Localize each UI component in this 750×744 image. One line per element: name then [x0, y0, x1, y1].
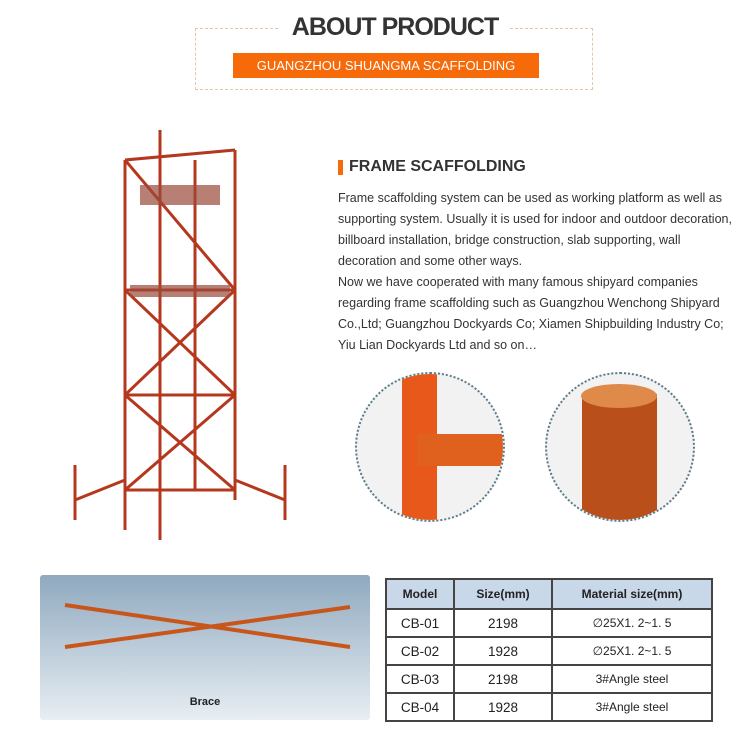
table-row [386, 637, 712, 665]
cell-size: 2198 [454, 609, 552, 637]
header-model: Model [386, 579, 454, 609]
cell-model: CB-01 [386, 609, 454, 637]
cell-material: 3#Angle steel [552, 693, 712, 721]
weld-joint-closeup-image [355, 372, 505, 522]
description [338, 188, 738, 356]
header-material: Material size(mm) [552, 579, 712, 609]
cell-material: ∅25X1. 2~1. 5 [552, 637, 712, 665]
brace-caption: Brace [189, 696, 221, 708]
brace-image [40, 575, 370, 720]
scaffold-tower-image [65, 120, 295, 550]
description-paragraph-2: Now we have cooperated with many famous shipyard companies regarding frame scaffolding such as Guangzhou Wenchong Shipyard Co.,Ltd; Guangzhou Dockyards Co; Xiamen Shipbuilding Industry Co; Yiu Lian Dockyards Ltd and so on… [338, 275, 724, 352]
section-title: FRAME SCAFFOLDING [349, 158, 526, 175]
table-row [386, 693, 712, 721]
section-heading [338, 158, 526, 176]
table-row [386, 665, 712, 693]
page-title: ABOUT PRODUCT [280, 12, 510, 42]
table-row [386, 609, 712, 637]
table-header-row [386, 579, 712, 609]
heading-bar-icon [338, 160, 343, 175]
cell-size: 1928 [454, 693, 552, 721]
cell-model: CB-04 [386, 693, 454, 721]
spec-table [385, 578, 713, 722]
tube-section-closeup-image [545, 372, 695, 522]
cell-material: 3#Angle steel [552, 665, 712, 693]
cell-model: CB-02 [386, 637, 454, 665]
cell-model: CB-03 [386, 665, 454, 693]
cell-size: 2198 [454, 665, 552, 693]
description-paragraph-1: Frame scaffolding system can be used as working platform as well as supporting system. Usually it is used for indoor and outdoor decoration, billboard installation, bridge construction, slab supporting, wall decoration and some other ways. [338, 191, 732, 268]
cell-material: ∅25X1. 2~1. 5 [552, 609, 712, 637]
header-size: Size(mm) [454, 579, 552, 609]
company-banner: GUANGZHOU SHUANGMA SCAFFOLDING [233, 53, 539, 78]
cell-size: 1928 [454, 637, 552, 665]
